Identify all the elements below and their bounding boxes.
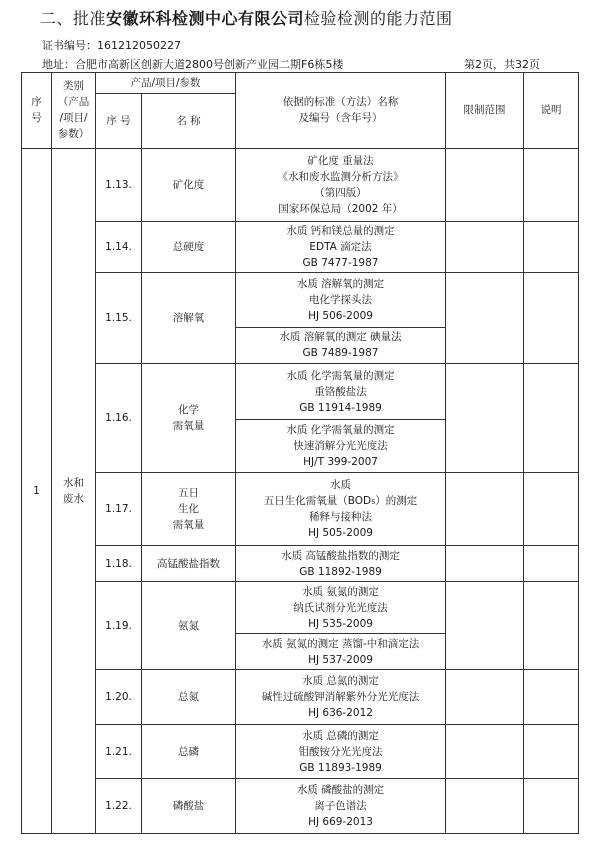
note-cell <box>524 724 579 779</box>
note-cell <box>524 582 579 670</box>
header-standard: 依据的标准（方法）名称 及编号（含年号） <box>236 73 446 149</box>
item-name: 矿化度 <box>142 148 236 221</box>
certificate-number: 证书编号：161212050227 <box>42 39 181 52</box>
item-number: 1.15. <box>96 273 142 363</box>
header-name: 名 称 <box>142 93 236 148</box>
table-row <box>22 472 579 545</box>
item-number: 1.22. <box>96 779 142 834</box>
standard-cell: 水质 氨氮的测定 纳氏试剂分光光度法 HJ 535-2009 <box>236 582 446 634</box>
header-category: 类别 （产品 /项目/ 参数） <box>52 73 96 149</box>
standard-cell: 水质 高锰酸盐指数的测定 GB 11892-1989 <box>236 546 446 582</box>
item-name: 总氮 <box>142 670 236 725</box>
standard-cell: 矿化度 重量法 《水和废水监测分析方法》 （第四版） 国家环保总局（2002 年） <box>236 148 446 221</box>
limit-cell <box>446 222 524 273</box>
header-note: 说明 <box>524 73 579 149</box>
item-name: 五日 生化 需氧量 <box>142 472 236 545</box>
item-name: 化学 需氧量 <box>142 363 236 472</box>
limit-cell <box>446 148 524 221</box>
standard-cell: 水质 氨氮的测定 蒸馏-中和滴定法 HJ 537-2009 <box>236 634 446 670</box>
header-sub-seq: 序 号 <box>96 93 142 148</box>
table-row <box>22 724 579 779</box>
header-product-group: 产品/项目/参数 <box>96 73 236 94</box>
item-number: 1.18. <box>96 546 142 582</box>
limit-cell <box>446 582 524 670</box>
title-suffix: 检验检测的能力范围 <box>304 9 453 28</box>
limit-cell <box>446 363 524 472</box>
standard-cell: 水质 化学需氧量的测定 重铬酸盐法 GB 11914-1989 <box>236 363 446 420</box>
capability-table <box>21 72 579 834</box>
item-number: 1.17. <box>96 472 142 545</box>
category-cell: 水和 废水 <box>52 148 96 833</box>
note-cell <box>524 363 579 472</box>
table-row <box>22 779 579 834</box>
item-number: 1.16. <box>96 363 142 472</box>
note-cell <box>524 273 579 363</box>
item-name: 磷酸盐 <box>142 779 236 834</box>
item-number: 1.20. <box>96 670 142 725</box>
table-row <box>22 670 579 725</box>
note-cell <box>524 546 579 582</box>
limit-cell <box>446 273 524 363</box>
standard-cell: 水质 化学需氧量的测定 快速消解分光光度法 HJ/T 399-2007 <box>236 420 446 472</box>
limit-cell <box>446 779 524 834</box>
address: 地址：合肥市高新区创新大道2800号创新产业园二期F6栋5楼 <box>42 58 344 71</box>
note-cell <box>524 779 579 834</box>
header-seq: 序 号 <box>22 73 52 149</box>
item-number: 1.19. <box>96 582 142 670</box>
item-number: 1.21. <box>96 724 142 779</box>
standard-cell: 水质 溶解氧的测定 碘量法 GB 7489-1987 <box>236 328 446 364</box>
table-row <box>22 582 579 634</box>
standard-cell: 水质 溶解氧的测定 电化学探头法 HJ 506-2009 <box>236 273 446 328</box>
note-cell <box>524 148 579 221</box>
table-row <box>22 222 579 273</box>
standard-cell: 水质 总氮的测定 碱性过硫酸钾消解紫外分光光度法 HJ 636-2012 <box>236 670 446 725</box>
limit-cell <box>446 546 524 582</box>
limit-cell <box>446 724 524 779</box>
table-row <box>22 546 579 582</box>
table-row <box>22 273 579 328</box>
item-name: 高锰酸盐指数 <box>142 546 236 582</box>
table-row <box>22 363 579 420</box>
seq-cell: 1 <box>22 148 52 833</box>
item-name: 溶解氧 <box>142 273 236 363</box>
header-limit: 限制范围 <box>446 73 524 149</box>
title-prefix: 二、批准 <box>40 9 107 28</box>
standard-cell: 水质 磷酸盐的测定 离子色谱法 HJ 669-2013 <box>236 779 446 834</box>
limit-cell <box>446 472 524 545</box>
standard-cell: 水质 总磷的测定 钼酸铵分光光度法 GB 11893-1989 <box>236 724 446 779</box>
item-name: 氨氮 <box>142 582 236 670</box>
company-name: 安徽环科检测中心有限公司 <box>106 9 305 28</box>
item-number: 1.14. <box>96 222 142 273</box>
limit-cell <box>446 670 524 725</box>
standard-cell: 水质 钙和镁总量的测定 EDTA 滴定法 GB 7477-1987 <box>236 222 446 273</box>
note-cell <box>524 670 579 725</box>
table-row <box>22 148 579 221</box>
item-number: 1.13. <box>96 148 142 221</box>
item-name: 总硬度 <box>142 222 236 273</box>
note-cell <box>524 222 579 273</box>
standard-cell: 水质 五日生化需氧量（BOD₅）的测定 稀释与接种法 HJ 505-2009 <box>236 472 446 545</box>
header-row-1 <box>22 73 579 94</box>
page-title <box>40 6 453 29</box>
item-name: 总磷 <box>142 724 236 779</box>
note-cell <box>524 472 579 545</box>
page-info: 第2页，共32页 <box>464 58 540 71</box>
